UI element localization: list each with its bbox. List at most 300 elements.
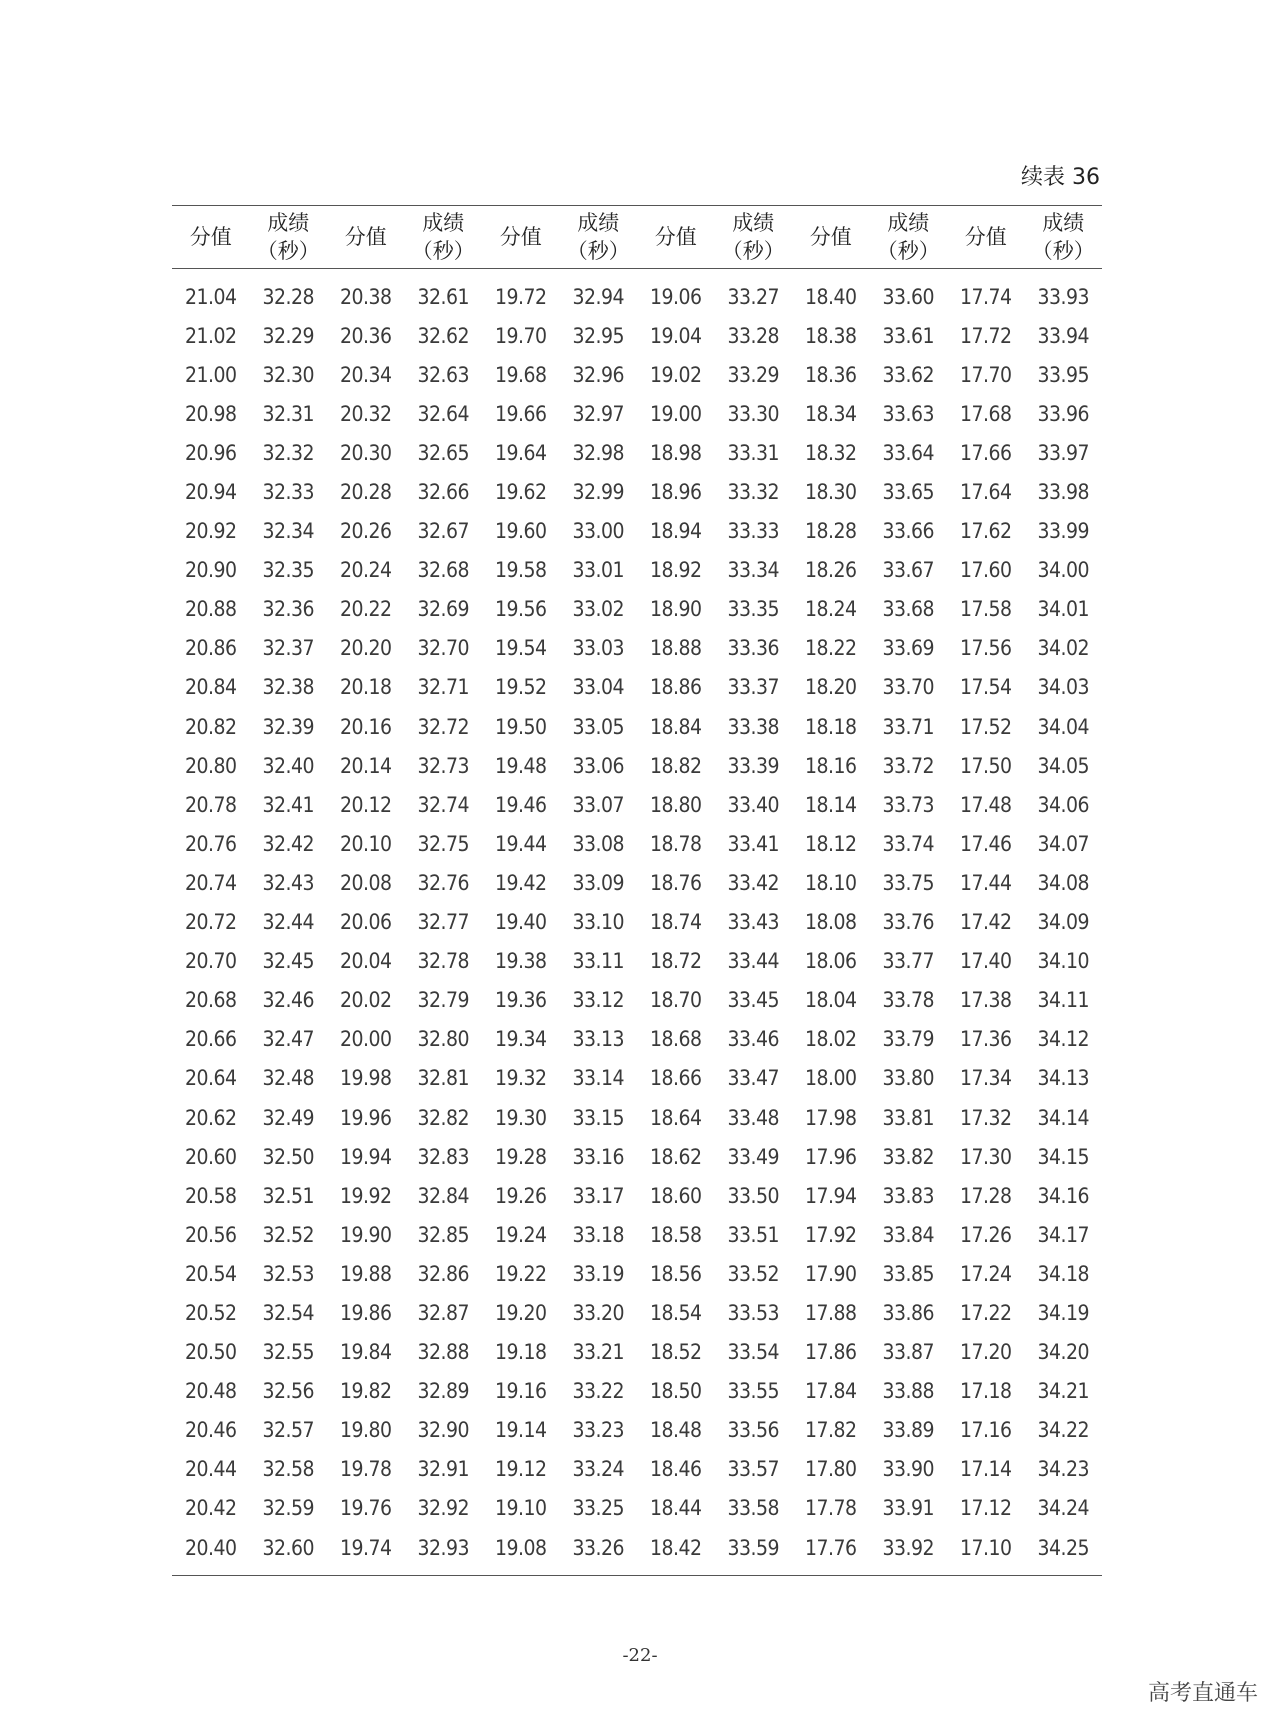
time-cell: 33.52 — [727, 1261, 780, 1286]
header-label: 分值 — [964, 225, 1007, 249]
score-cell: 18.94 — [649, 519, 702, 544]
score-cell: 18.38 — [804, 323, 857, 348]
score-cell: 18.82 — [649, 753, 702, 778]
header-unit: （秒） — [876, 239, 940, 263]
time-cell: 33.82 — [882, 1144, 935, 1169]
score-cell: 20.18 — [339, 675, 392, 700]
time-cell: 32.94 — [572, 284, 625, 309]
score-cell: 17.68 — [959, 401, 1012, 426]
time-cell: 32.43 — [262, 870, 315, 895]
time-cell: 33.08 — [572, 831, 625, 856]
time-cell: 33.11 — [572, 949, 625, 974]
time-cell: 34.11 — [1037, 988, 1090, 1013]
score-cell: 20.76 — [184, 831, 237, 856]
time-cell: 34.14 — [1037, 1105, 1090, 1130]
score-cell: 17.60 — [959, 558, 1012, 583]
score-cell: 18.70 — [649, 988, 702, 1013]
header-unit: （秒） — [1031, 239, 1095, 263]
time-cell: 32.84 — [417, 1183, 470, 1208]
score-cell: 19.98 — [339, 1066, 392, 1091]
score-cell: 18.98 — [649, 440, 702, 465]
time-cell: 32.77 — [417, 910, 470, 935]
header-row — [172, 206, 1102, 269]
score-cell: 18.10 — [804, 870, 857, 895]
score-cell: 19.54 — [494, 636, 547, 661]
score-cell: 19.22 — [494, 1261, 547, 1286]
time-cell: 32.29 — [262, 323, 315, 348]
watermark: 高考直通车 — [1147, 1681, 1258, 1706]
time-cell: 34.04 — [1037, 714, 1090, 739]
time-cell: 33.95 — [1037, 362, 1090, 387]
time-cell: 33.66 — [882, 519, 935, 544]
header-score — [637, 206, 715, 269]
header-time — [715, 206, 793, 269]
score-cell: 18.92 — [649, 558, 702, 583]
time-cell: 32.92 — [417, 1496, 470, 1521]
score-cell: 20.34 — [339, 362, 392, 387]
score-cell: 18.74 — [649, 910, 702, 935]
score-cell: 19.92 — [339, 1183, 392, 1208]
time-cell: 33.75 — [882, 870, 935, 895]
time-cell: 33.85 — [882, 1261, 935, 1286]
table-row — [172, 472, 1102, 511]
time-cell: 33.97 — [1037, 440, 1090, 465]
time-cell: 33.80 — [882, 1066, 935, 1091]
score-cell: 18.72 — [649, 949, 702, 974]
score-cell: 17.14 — [959, 1457, 1012, 1482]
score-cell: 18.68 — [649, 1027, 702, 1052]
score-cell: 19.42 — [494, 870, 547, 895]
time-cell: 32.31 — [262, 401, 315, 426]
score-cell: 19.40 — [494, 910, 547, 935]
score-cell: 18.08 — [804, 910, 857, 935]
time-cell: 33.81 — [882, 1105, 935, 1130]
time-cell: 32.91 — [417, 1457, 470, 1482]
time-cell: 32.58 — [262, 1457, 315, 1482]
time-cell: 33.59 — [715, 1528, 793, 1576]
table-row — [172, 707, 1102, 746]
score-cell: 20.90 — [184, 558, 237, 583]
score-cell: 20.32 — [339, 401, 392, 426]
time-cell: 32.42 — [262, 831, 315, 856]
time-cell: 33.50 — [727, 1183, 780, 1208]
score-cell: 18.88 — [649, 636, 702, 661]
time-cell: 33.56 — [727, 1418, 780, 1443]
score-cell: 18.78 — [649, 831, 702, 856]
time-cell: 33.53 — [727, 1300, 780, 1325]
time-cell: 33.21 — [572, 1340, 625, 1365]
time-cell: 32.35 — [262, 558, 315, 583]
table-row — [172, 629, 1102, 668]
score-cell: 17.48 — [959, 792, 1012, 817]
table-row — [172, 1450, 1102, 1489]
time-cell: 32.68 — [417, 558, 470, 583]
time-cell: 32.73 — [417, 753, 470, 778]
time-cell: 33.01 — [572, 558, 625, 583]
time-cell: 33.27 — [727, 284, 780, 309]
table-row — [172, 551, 1102, 590]
score-cell: 19.76 — [339, 1496, 392, 1521]
time-cell: 33.05 — [572, 714, 625, 739]
score-cell: 20.26 — [339, 519, 392, 544]
score-cell: 19.26 — [494, 1183, 547, 1208]
score-cell: 18.36 — [804, 362, 857, 387]
time-cell: 32.57 — [262, 1418, 315, 1443]
score-cell: 20.46 — [184, 1418, 237, 1443]
time-cell: 33.31 — [727, 440, 780, 465]
score-cell: 17.40 — [959, 949, 1012, 974]
score-cell: 20.58 — [184, 1183, 237, 1208]
time-cell: 32.44 — [262, 910, 315, 935]
time-cell: 34.01 — [1037, 597, 1090, 622]
time-cell: 32.50 — [262, 1144, 315, 1169]
score-cell: 20.56 — [184, 1222, 237, 1247]
time-cell: 32.39 — [262, 714, 315, 739]
time-cell: 33.98 — [1037, 480, 1090, 505]
table-header — [172, 206, 1102, 269]
time-cell: 32.52 — [262, 1222, 315, 1247]
table-body — [172, 269, 1102, 1576]
score-cell: 17.10 — [947, 1528, 1025, 1576]
time-cell: 32.86 — [417, 1261, 470, 1286]
header-time — [1025, 206, 1103, 269]
time-cell: 32.89 — [417, 1379, 470, 1404]
time-cell: 32.34 — [262, 519, 315, 544]
score-cell: 20.84 — [184, 675, 237, 700]
score-cell: 21.04 — [184, 284, 237, 309]
header-label: 成绩 — [1042, 211, 1085, 235]
table-row — [172, 1293, 1102, 1332]
score-cell: 18.18 — [804, 714, 857, 739]
time-cell: 32.32 — [262, 440, 315, 465]
header-label: 分值 — [809, 225, 852, 249]
time-cell: 33.99 — [1037, 519, 1090, 544]
score-cell: 19.38 — [494, 949, 547, 974]
score-cell: 20.98 — [184, 401, 237, 426]
time-cell: 32.37 — [262, 636, 315, 661]
score-cell: 20.00 — [339, 1027, 392, 1052]
score-cell: 20.10 — [339, 831, 392, 856]
time-cell: 34.23 — [1037, 1457, 1090, 1482]
time-cell: 33.78 — [882, 988, 935, 1013]
table-row — [172, 433, 1102, 472]
score-cell: 20.02 — [339, 988, 392, 1013]
score-cell: 18.44 — [649, 1496, 702, 1521]
score-cell: 19.44 — [494, 831, 547, 856]
score-cell: 20.86 — [184, 636, 237, 661]
time-cell: 33.72 — [882, 753, 935, 778]
score-cell: 20.80 — [184, 753, 237, 778]
score-cell: 18.84 — [649, 714, 702, 739]
time-cell: 33.30 — [727, 401, 780, 426]
score-cell: 20.24 — [339, 558, 392, 583]
time-cell: 32.75 — [417, 831, 470, 856]
score-cell: 17.42 — [959, 910, 1012, 935]
time-cell: 32.28 — [262, 284, 315, 309]
score-cell: 19.16 — [494, 1379, 547, 1404]
time-cell: 33.79 — [882, 1027, 935, 1052]
time-cell: 32.53 — [262, 1261, 315, 1286]
time-cell: 33.55 — [727, 1379, 780, 1404]
time-cell: 32.83 — [417, 1144, 470, 1169]
time-cell: 33.54 — [727, 1340, 780, 1365]
score-cell: 20.72 — [184, 910, 237, 935]
score-cell: 19.56 — [494, 597, 547, 622]
time-cell: 33.42 — [727, 870, 780, 895]
score-cell: 20.82 — [184, 714, 237, 739]
table-row — [172, 668, 1102, 707]
time-cell: 33.61 — [882, 323, 935, 348]
table-row — [172, 903, 1102, 942]
score-cell: 17.94 — [804, 1183, 857, 1208]
time-cell: 33.73 — [882, 792, 935, 817]
time-cell: 33.26 — [560, 1528, 638, 1576]
score-cell: 19.04 — [649, 323, 702, 348]
score-cell: 19.84 — [339, 1340, 392, 1365]
score-cell: 20.06 — [339, 910, 392, 935]
score-cell: 20.54 — [184, 1261, 237, 1286]
time-cell: 33.83 — [882, 1183, 935, 1208]
time-cell: 32.90 — [417, 1418, 470, 1443]
score-cell: 20.66 — [184, 1027, 237, 1052]
time-cell: 34.12 — [1037, 1027, 1090, 1052]
time-cell: 33.92 — [870, 1528, 948, 1576]
table-row — [172, 981, 1102, 1020]
time-cell: 32.96 — [572, 362, 625, 387]
header-unit: （秒） — [411, 239, 475, 263]
time-cell: 32.79 — [417, 988, 470, 1013]
score-cell: 18.30 — [804, 480, 857, 505]
score-cell: 20.28 — [339, 480, 392, 505]
time-cell: 33.40 — [727, 792, 780, 817]
header-score — [947, 206, 1025, 269]
score-cell: 17.18 — [959, 1379, 1012, 1404]
score-cell: 18.34 — [804, 401, 857, 426]
header-unit: （秒） — [566, 239, 630, 263]
time-cell: 32.78 — [417, 949, 470, 974]
score-cell: 19.12 — [494, 1457, 547, 1482]
score-cell: 18.22 — [804, 636, 857, 661]
score-cell: 20.88 — [184, 597, 237, 622]
header-time — [560, 206, 638, 269]
score-cell: 19.86 — [339, 1300, 392, 1325]
time-cell: 32.59 — [262, 1496, 315, 1521]
score-cell: 19.00 — [649, 401, 702, 426]
time-cell: 33.20 — [572, 1300, 625, 1325]
time-cell: 34.07 — [1037, 831, 1090, 856]
score-cell: 18.62 — [649, 1144, 702, 1169]
score-cell: 20.92 — [184, 519, 237, 544]
score-cell: 17.72 — [959, 323, 1012, 348]
time-cell: 32.54 — [262, 1300, 315, 1325]
score-cell: 18.00 — [804, 1066, 857, 1091]
score-cell: 18.66 — [649, 1066, 702, 1091]
score-cell: 18.96 — [649, 480, 702, 505]
score-cell: 17.34 — [959, 1066, 1012, 1091]
score-cell: 17.92 — [804, 1222, 857, 1247]
time-cell: 32.95 — [572, 323, 625, 348]
score-cell: 19.48 — [494, 753, 547, 778]
time-cell: 32.65 — [417, 440, 470, 465]
table-row — [172, 1411, 1102, 1450]
time-cell: 33.87 — [882, 1340, 935, 1365]
score-cell: 19.52 — [494, 675, 547, 700]
score-cell: 17.88 — [804, 1300, 857, 1325]
score-cell: 18.16 — [804, 753, 857, 778]
score-cell: 17.50 — [959, 753, 1012, 778]
score-cell: 17.46 — [959, 831, 1012, 856]
time-cell: 34.05 — [1037, 753, 1090, 778]
time-cell: 32.93 — [405, 1528, 483, 1576]
time-cell: 34.21 — [1037, 1379, 1090, 1404]
score-cell: 19.60 — [494, 519, 547, 544]
time-cell: 33.86 — [882, 1300, 935, 1325]
time-cell: 33.94 — [1037, 323, 1090, 348]
table-row — [172, 824, 1102, 863]
time-cell: 32.56 — [262, 1379, 315, 1404]
score-cell: 17.82 — [804, 1418, 857, 1443]
time-cell: 33.04 — [572, 675, 625, 700]
score-cell: 18.52 — [649, 1340, 702, 1365]
score-cell: 17.16 — [959, 1418, 1012, 1443]
score-cell: 18.80 — [649, 792, 702, 817]
time-cell: 33.00 — [572, 519, 625, 544]
score-cell: 20.50 — [184, 1340, 237, 1365]
score-cell: 18.42 — [637, 1528, 715, 1576]
score-cell: 17.20 — [959, 1340, 1012, 1365]
table-row — [172, 746, 1102, 785]
score-cell: 18.32 — [804, 440, 857, 465]
table-row — [172, 1020, 1102, 1059]
time-cell: 33.36 — [727, 636, 780, 661]
score-cell: 21.02 — [184, 323, 237, 348]
score-cell: 19.66 — [494, 401, 547, 426]
time-cell: 33.60 — [882, 284, 935, 309]
score-cell: 17.24 — [959, 1261, 1012, 1286]
time-cell: 32.38 — [262, 675, 315, 700]
score-cell: 17.80 — [804, 1457, 857, 1482]
score-cell: 20.04 — [339, 949, 392, 974]
table-row — [172, 863, 1102, 902]
table-row — [172, 355, 1102, 394]
score-cell: 19.94 — [339, 1144, 392, 1169]
time-cell: 32.33 — [262, 480, 315, 505]
score-cell: 19.32 — [494, 1066, 547, 1091]
score-cell: 20.12 — [339, 792, 392, 817]
header-label: 分值 — [344, 225, 387, 249]
table-row — [172, 1528, 1102, 1576]
time-cell: 32.63 — [417, 362, 470, 387]
score-cell: 17.12 — [959, 1496, 1012, 1521]
time-cell: 33.15 — [572, 1105, 625, 1130]
score-cell: 19.70 — [494, 323, 547, 348]
time-cell: 34.17 — [1037, 1222, 1090, 1247]
score-cell: 19.50 — [494, 714, 547, 739]
time-cell: 33.74 — [882, 831, 935, 856]
score-cell: 17.32 — [959, 1105, 1012, 1130]
time-cell: 33.71 — [882, 714, 935, 739]
time-cell: 33.13 — [572, 1027, 625, 1052]
score-cell: 19.24 — [494, 1222, 547, 1247]
time-cell: 33.12 — [572, 988, 625, 1013]
score-cell: 17.66 — [959, 440, 1012, 465]
time-cell: 33.34 — [727, 558, 780, 583]
table-row — [172, 785, 1102, 824]
time-cell: 33.88 — [882, 1379, 935, 1404]
time-cell: 34.06 — [1037, 792, 1090, 817]
score-cell: 20.52 — [184, 1300, 237, 1325]
score-cell: 19.28 — [494, 1144, 547, 1169]
time-cell: 33.58 — [727, 1496, 780, 1521]
header-score — [482, 206, 560, 269]
header-unit: （秒） — [721, 239, 785, 263]
score-cell: 19.18 — [494, 1340, 547, 1365]
score-cell: 19.58 — [494, 558, 547, 583]
time-cell: 32.49 — [262, 1105, 315, 1130]
score-cell: 18.58 — [649, 1222, 702, 1247]
header-score — [327, 206, 405, 269]
time-cell: 32.46 — [262, 988, 315, 1013]
score-cell: 19.74 — [327, 1528, 405, 1576]
table-row — [172, 512, 1102, 551]
score-cell: 17.76 — [792, 1528, 870, 1576]
score-cell: 18.86 — [649, 675, 702, 700]
time-cell: 33.57 — [727, 1457, 780, 1482]
time-cell: 34.10 — [1037, 949, 1090, 974]
score-cell: 20.38 — [339, 284, 392, 309]
table-row — [172, 1489, 1102, 1528]
table-row — [172, 1059, 1102, 1098]
time-cell: 32.47 — [262, 1027, 315, 1052]
time-cell: 33.47 — [727, 1066, 780, 1091]
score-table-container — [172, 205, 1102, 1576]
score-cell: 17.56 — [959, 636, 1012, 661]
header-label: 分值 — [189, 225, 232, 249]
table-row — [172, 269, 1102, 317]
score-cell: 20.20 — [339, 636, 392, 661]
time-cell: 32.69 — [417, 597, 470, 622]
score-cell: 19.02 — [649, 362, 702, 387]
time-cell: 33.37 — [727, 675, 780, 700]
time-cell: 33.45 — [727, 988, 780, 1013]
time-cell: 33.35 — [727, 597, 780, 622]
score-cell: 20.62 — [184, 1105, 237, 1130]
score-cell: 18.02 — [804, 1027, 857, 1052]
time-cell: 34.19 — [1037, 1300, 1090, 1325]
time-cell: 33.46 — [727, 1027, 780, 1052]
score-cell: 17.54 — [959, 675, 1012, 700]
table-row — [172, 316, 1102, 355]
header-time — [405, 206, 483, 269]
time-cell: 33.63 — [882, 401, 935, 426]
score-cell: 17.84 — [804, 1379, 857, 1404]
time-cell: 33.41 — [727, 831, 780, 856]
score-cell: 17.78 — [804, 1496, 857, 1521]
table-row — [172, 1098, 1102, 1137]
table-row — [172, 1372, 1102, 1411]
time-cell: 33.24 — [572, 1457, 625, 1482]
score-table — [172, 205, 1102, 1576]
time-cell: 33.84 — [882, 1222, 935, 1247]
time-cell: 32.36 — [262, 597, 315, 622]
score-cell: 20.64 — [184, 1066, 237, 1091]
score-cell: 17.30 — [959, 1144, 1012, 1169]
score-cell: 19.06 — [649, 284, 702, 309]
time-cell: 32.71 — [417, 675, 470, 700]
page-number: -22- — [622, 1645, 658, 1666]
time-cell: 33.09 — [572, 870, 625, 895]
score-cell: 18.14 — [804, 792, 857, 817]
